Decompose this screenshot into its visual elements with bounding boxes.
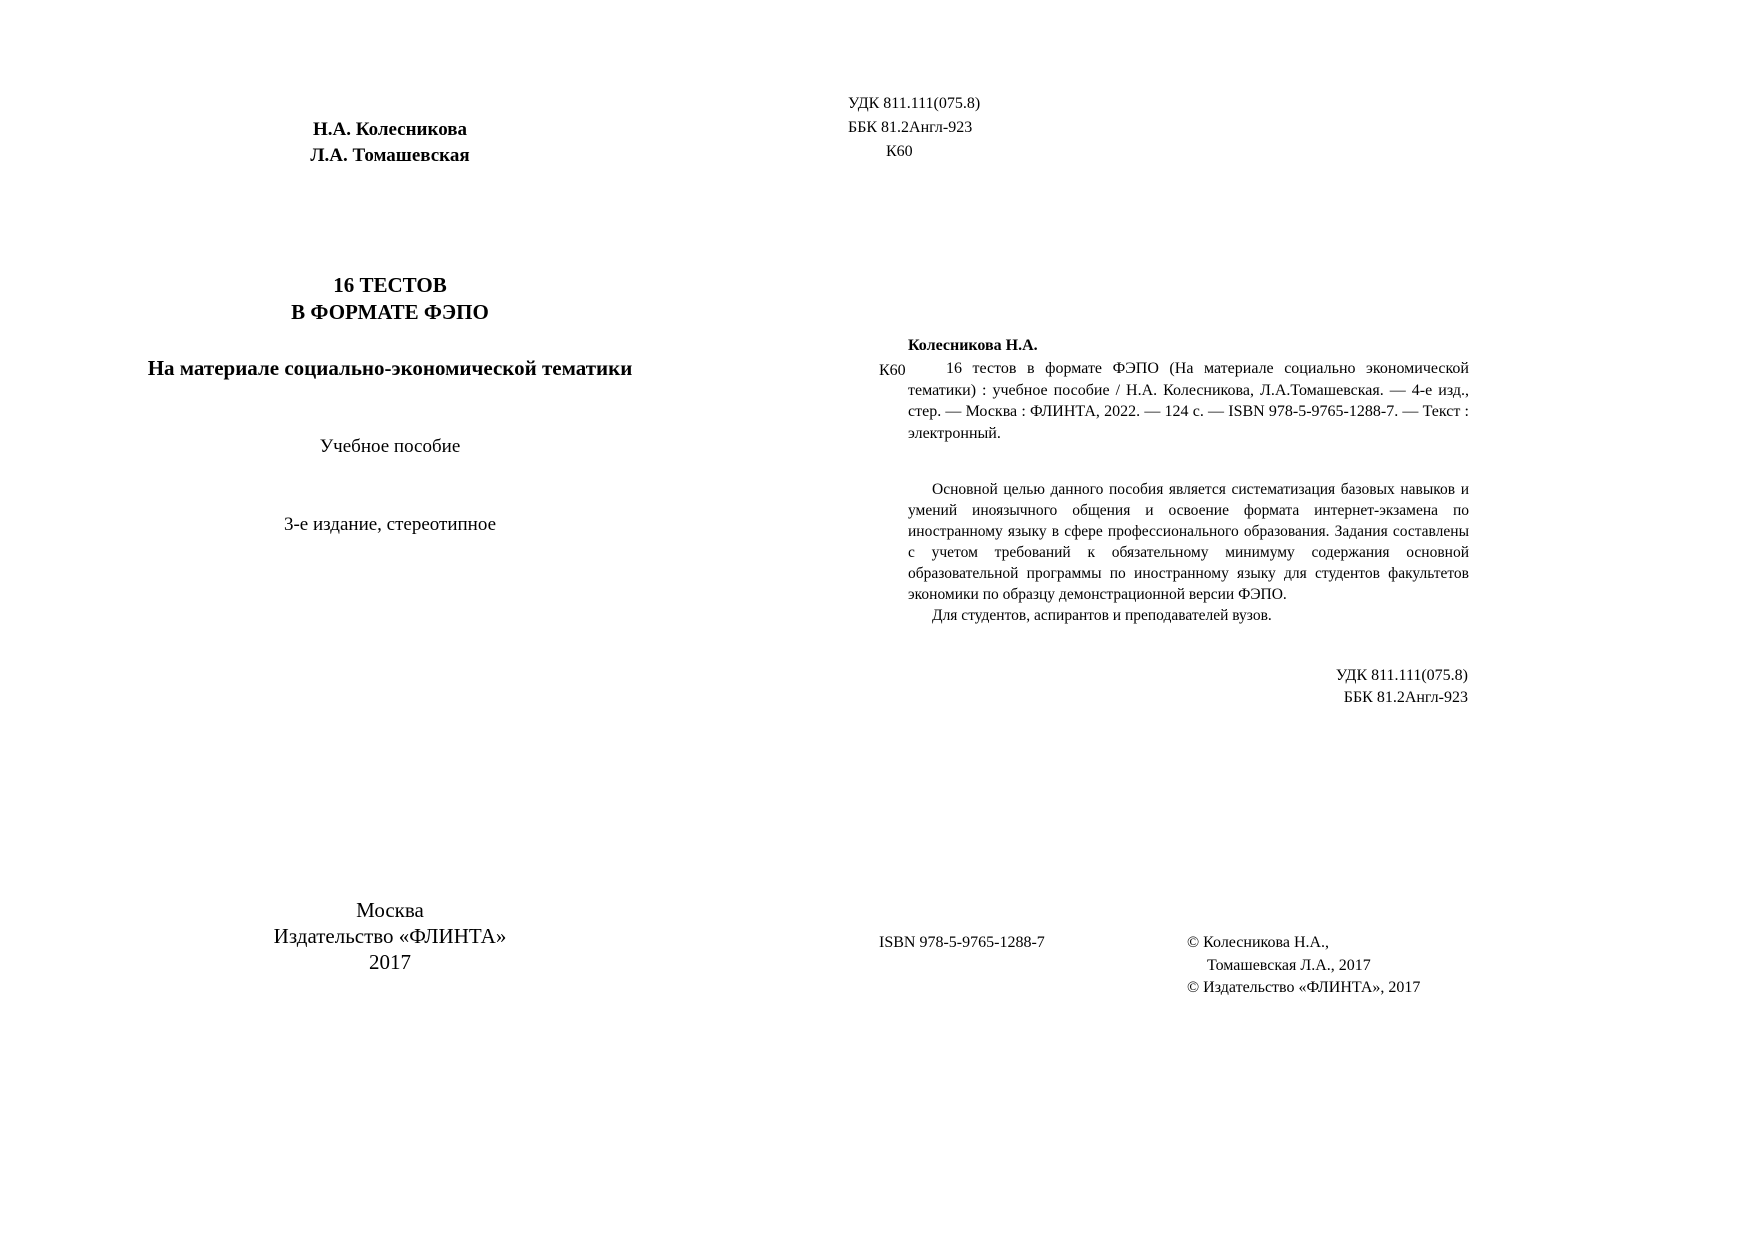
- udk-code: УДК 811.111(075.8): [1335, 667, 1468, 684]
- edition-info: 3-е издание, стереотипное: [283, 514, 497, 535]
- annotation: [908, 479, 1469, 626]
- authors-block: [190, 117, 590, 169]
- publisher-name: Издательство «ФЛИНТА»: [273, 924, 507, 948]
- classification-codes-top: [848, 92, 980, 164]
- copyright-line: © Издательство «ФЛИНТА», 2017: [1187, 979, 1421, 996]
- annotation-audience: Для студентов, аспирантов и преподавателей вузов.: [932, 607, 1272, 624]
- bibliographic-description: 16 тестов в формате ФЭПО (На материале социально экономической тематики) : учебное пособие / Н.А. Колесникова, Л.А.Томашевская. — 4-е изд., стер. — Москва : ФЛИНТА, 2022. — 124 с. — ISBN 978-5-9765-1288-7. — Текст : электронный.: [908, 360, 1469, 442]
- publisher-imprint: [190, 897, 590, 975]
- annotation-paragraph: Основной целью данного пособия является систематизация базовых навыков и умений иноязычного общения и освоение формата интернет-экзамена по иностранному языку в сфере профессионального образования. Задания составлены с учетом требований к обязательному минимуму содержания основной образовательной программы по иностранному языку для студентов факультетов экономики по образцу демонстрационной версии ФЭПО.: [908, 481, 1469, 603]
- document-type: Учебное пособие: [319, 436, 461, 457]
- udk-code: УДК 811.111(075.8): [848, 95, 981, 112]
- author-name: Н.А. Колесникова: [313, 119, 467, 140]
- author-mark: К60: [886, 143, 913, 160]
- copyright-block: [1187, 932, 1420, 1000]
- copyright-line: Томашевская Л.А., 2017: [1207, 956, 1371, 974]
- copyright-line: © Колесникова Н.А.,: [1187, 934, 1330, 951]
- bibliographic-author-heading: Колесникова Н.А.: [908, 337, 1038, 354]
- book-title-line: В ФОРМАТЕ ФЭПО: [291, 300, 489, 324]
- book-subtitle: На материале социально-экономической тематики: [147, 356, 633, 380]
- bbk-code: ББК 81.2Англ-923: [848, 119, 973, 136]
- publication-year: 2017: [369, 950, 411, 974]
- book-title: [190, 272, 590, 326]
- bbk-code: ББК 81.2Англ-923: [1343, 689, 1468, 706]
- classification-codes-bottom: [1240, 665, 1468, 709]
- isbn-number: ISBN 978-5-9765-1288-7: [879, 934, 1045, 951]
- author-name: Л.А. Томашевская: [310, 145, 470, 166]
- bibliographic-author-mark: К60: [879, 362, 906, 379]
- book-title-line: 16 ТЕСТОВ: [333, 273, 447, 297]
- publication-city: Москва: [356, 898, 424, 922]
